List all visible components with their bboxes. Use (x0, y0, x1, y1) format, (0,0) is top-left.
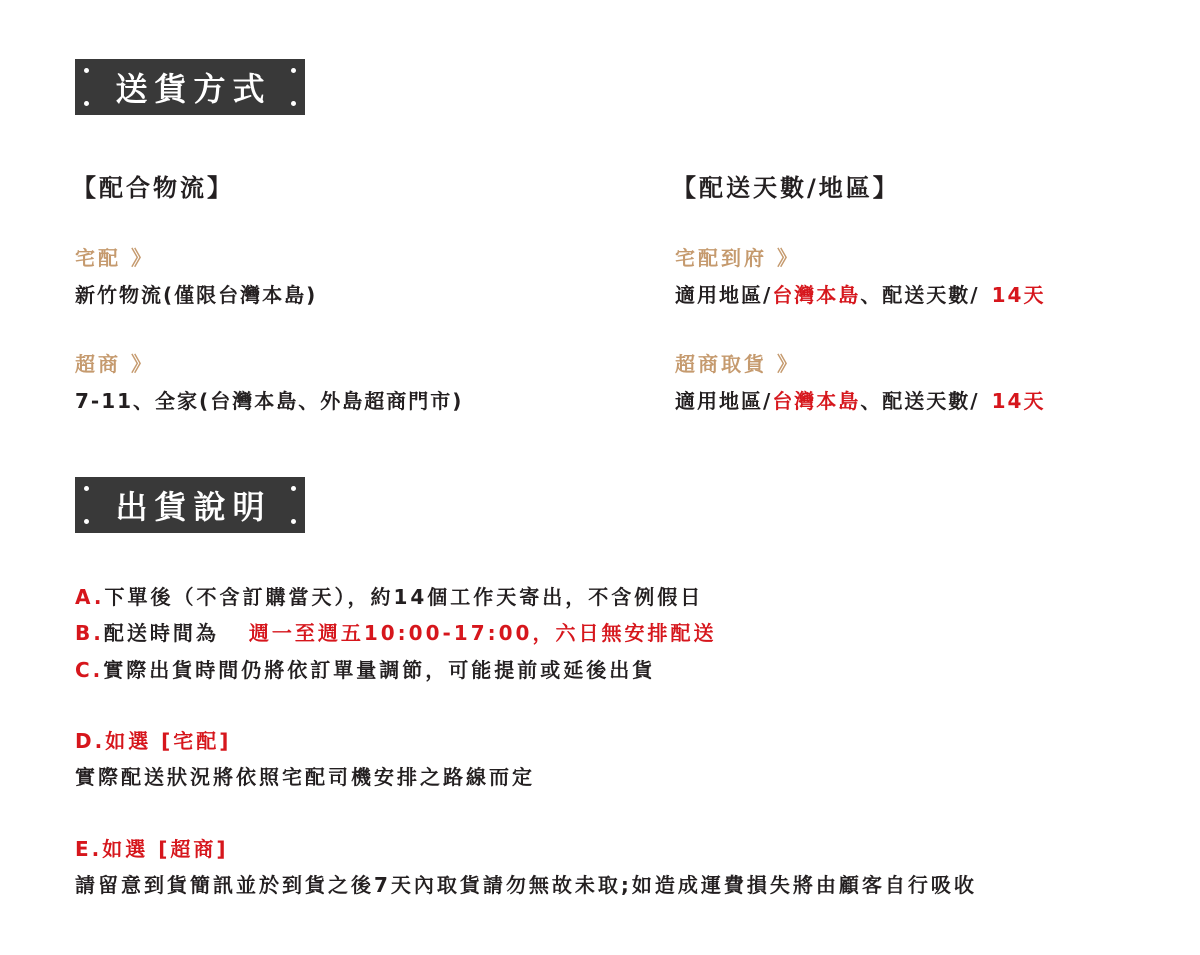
convenience-store-carriers: 7-11、全家(台灣本島、外島超商門市) (75, 389, 464, 413)
note-key: C. (75, 658, 104, 682)
note-text: 實際出貨時間仍將依訂單量調節，可能提前或延後出貨 (103, 658, 656, 682)
shipping-method-title: 送貨方式 (115, 70, 272, 108)
home-delivery-label: 宅配 》 (75, 246, 154, 270)
region-prefix: 適用地區/ (675, 389, 773, 413)
note-e-text: 請留意到貨簡訊並於到貨之後7天內取貨請勿無故未取;如造成運費損失將由顧客自行吸收 (75, 873, 977, 897)
note-a (75, 581, 703, 610)
region-value: 台灣本島 (772, 283, 861, 307)
note-b (75, 617, 716, 646)
days-prefix: 、配送天數/ (860, 283, 980, 307)
logistics-heading: 【配合物流】 (72, 174, 234, 202)
delivery-days-heading: 【配送天數/地區】 (672, 174, 900, 202)
note-key: B. (75, 621, 104, 645)
note-e-heading: E.如選 [超商] (75, 837, 229, 861)
store-pickup-label: 超商取貨 》 (675, 352, 800, 376)
shipping-notes-banner (75, 477, 305, 533)
days-prefix: 、配送天數/ (860, 389, 980, 413)
days-value: 14天 (991, 283, 1046, 307)
store-pickup-details (675, 385, 1045, 414)
days-value: 14天 (991, 389, 1046, 413)
region-prefix: 適用地區/ (675, 283, 773, 307)
region-value: 台灣本島 (772, 389, 861, 413)
note-text: 配送時間為 (103, 621, 219, 645)
shipping-method-banner (75, 59, 305, 115)
convenience-store-label: 超商 》 (75, 352, 154, 376)
note-d-heading: D.如選 [宅配] (75, 729, 232, 753)
delivery-hours: 週一至週五10:00-17:00，六日無安排配送 (248, 621, 717, 645)
note-d-text: 實際配送狀況將依照宅配司機安排之路線而定 (75, 765, 535, 789)
home-delivery-carrier: 新竹物流(僅限台灣本島) (75, 283, 318, 307)
shipping-notes-title: 出貨說明 (115, 488, 272, 526)
note-key: A. (75, 585, 105, 609)
home-to-door-label: 宅配到府 》 (675, 246, 800, 270)
note-c (75, 654, 655, 683)
home-to-door-details (675, 279, 1045, 308)
note-text: 下單後（不含訂購當天），約14個工作天寄出，不含例假日 (104, 585, 704, 609)
